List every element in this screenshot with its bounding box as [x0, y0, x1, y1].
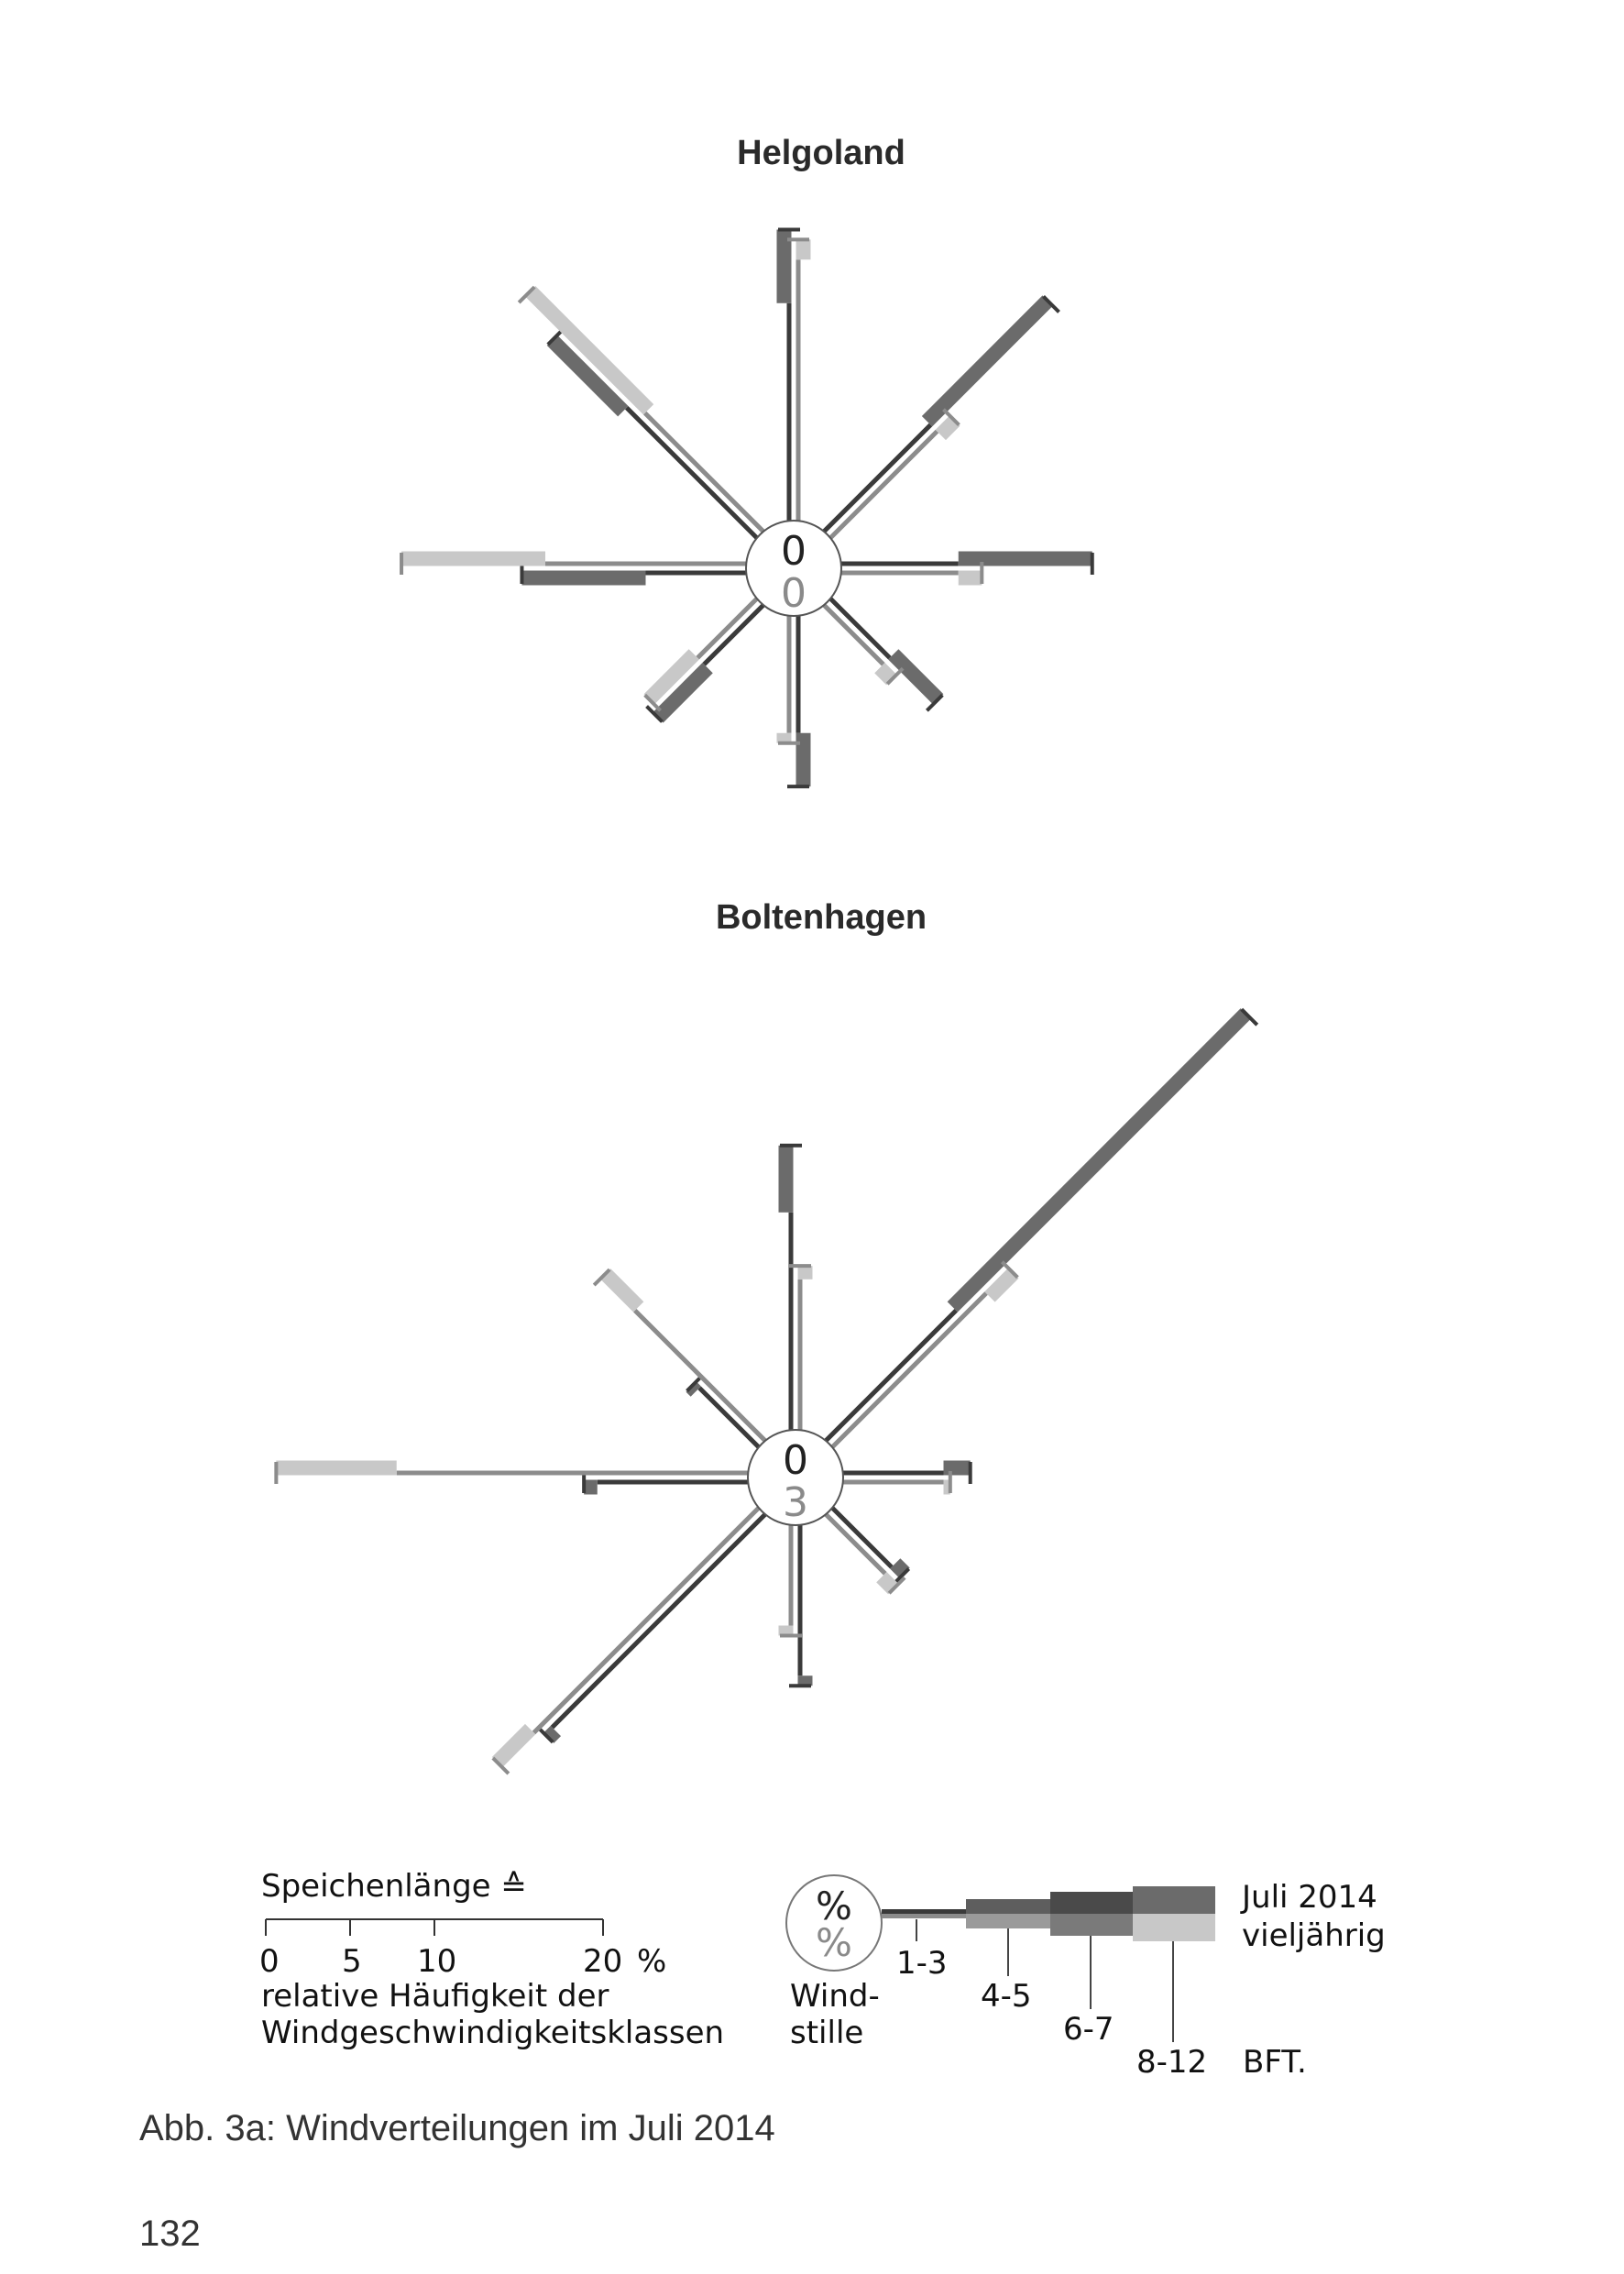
legend-bar-juli-4-5: [966, 1899, 1050, 1914]
legend-scale-tick-5: 5: [342, 1943, 362, 1980]
legend-bar-vieljaehrig-4-5: [966, 1914, 1050, 1928]
spoke-ne-juli-1-3: [826, 1311, 956, 1441]
calm-value-vieljaehrig: 3: [783, 1479, 808, 1526]
legend-scale-desc-1: relative Häufigkeit der: [261, 1978, 609, 2015]
spoke-se-vieljaehrig-1-3: [826, 1514, 885, 1574]
spoke-ne-juli-8-12: [952, 1014, 1245, 1307]
legend-scale-unit: %: [637, 1943, 667, 1980]
legend-bar-juli-6-7: [1050, 1892, 1133, 1914]
legend-calm-label-2: stille: [790, 2015, 864, 2051]
legend-class-6-7: 6-7: [1063, 2011, 1114, 2048]
spoke-nw-vieljaehrig-8-12: [531, 291, 649, 410]
spoke-se-juli-1-3: [830, 599, 890, 658]
spoke-sw-juli-1-3: [552, 1514, 764, 1727]
spoke-se-vieljaehrig-1-3: [824, 605, 883, 665]
legend-class-8-12: 8-12: [1136, 2044, 1208, 2081]
legend-class-4-5: 4-5: [981, 1978, 1032, 2015]
legend-scale-title: Speichenlänge ≙: [261, 1868, 527, 1905]
legend-unit-bft: BFT.: [1243, 2044, 1307, 2081]
spoke-ne-vieljaehrig-8-12: [990, 1273, 1014, 1297]
spoke-ne-juli-1-3: [824, 425, 930, 532]
spoke-sw-vieljaehrig-1-3: [534, 1508, 759, 1732]
spoke-nw-juli-1-3: [699, 1388, 759, 1447]
spoke-ne-vieljaehrig-1-3: [832, 1293, 986, 1447]
wind-rose-boltenhagen: [276, 1009, 1256, 1774]
spoke-sw-vieljaehrig-1-3: [697, 599, 757, 658]
legend-series-juli: Juli 2014: [1242, 1879, 1377, 1916]
spoke-ne-vieljaehrig-1-3: [830, 432, 937, 538]
spoke-se-juli-8-12: [895, 1564, 905, 1573]
wind-rose-helgoland: [401, 229, 1092, 786]
spoke-nw-vieljaehrig-1-3: [635, 1311, 765, 1441]
legend-calm-symbol-juli: %: [816, 1884, 852, 1928]
spoke-se-vieljaehrig-8-12: [880, 668, 892, 680]
chart-title-helgoland: Helgoland: [737, 134, 905, 172]
legend-bar-juli-1-3: [882, 1909, 966, 1914]
spoke-sw-juli-1-3: [704, 605, 763, 665]
spoke-nw-vieljaehrig-8-12: [606, 1274, 639, 1307]
page-number: 132: [139, 2214, 201, 2254]
spoke-nw-juli-1-3: [627, 408, 757, 538]
legend-class-1-3: 1-3: [896, 1945, 948, 1982]
calm-value-vieljaehrig: 0: [781, 570, 807, 617]
spoke-se-juli-1-3: [832, 1508, 892, 1567]
legend-series-vieljaehrig: vieljährig: [1242, 1917, 1386, 1954]
legend-calm-symbol-vieljaehrig: %: [816, 1920, 852, 1965]
legend-bar-vieljaehrig-1-3: [882, 1914, 966, 1918]
legend-scale-tick-20: 20: [583, 1943, 623, 1980]
spoke-ne-vieljaehrig-8-12: [940, 421, 954, 434]
spoke-se-juli-8-12: [894, 654, 938, 699]
figure-caption: Abb. 3a: Windverteilungen im Juli 2014: [139, 2108, 775, 2148]
legend-calm-label-1: Wind-: [790, 1978, 880, 2015]
legend-bar-juli-8-12: [1133, 1886, 1215, 1914]
spoke-sw-vieljaehrig-8-12: [497, 1730, 530, 1763]
spoke-ne-juli-8-12: [927, 301, 1048, 422]
spoke-se-vieljaehrig-8-12: [882, 1577, 894, 1589]
legend-scale-desc-2: Windgeschwindigkeitsklassen: [261, 2015, 725, 2051]
spoke-nw-vieljaehrig-1-3: [645, 413, 763, 532]
chart-title-boltenhagen: Boltenhagen: [715, 898, 927, 937]
legend-bar-vieljaehrig-8-12: [1133, 1914, 1215, 1941]
calm-value-juli: 0: [783, 1437, 808, 1484]
legend-bar-vieljaehrig-6-7: [1050, 1914, 1133, 1936]
legend-scale-tick-10: 10: [417, 1943, 457, 1980]
legend-scale-tick-0: 0: [259, 1943, 280, 1980]
calm-value-juli: 0: [781, 528, 807, 575]
